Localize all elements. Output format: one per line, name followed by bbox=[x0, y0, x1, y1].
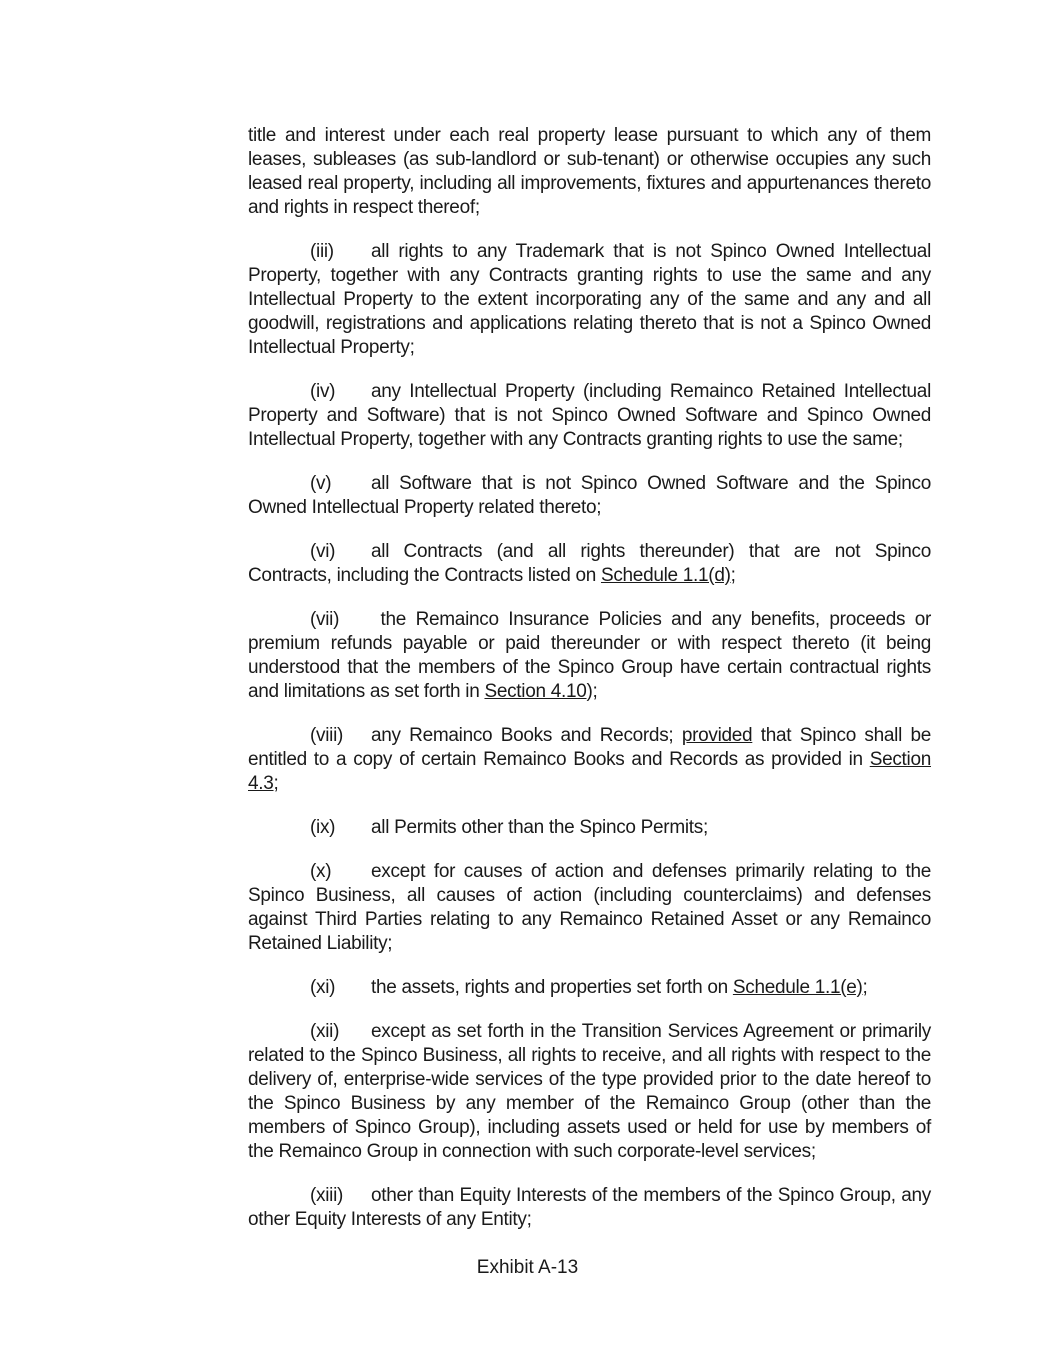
item-number: (iii) bbox=[310, 241, 334, 262]
list-item bbox=[248, 1184, 931, 1232]
item-number: (xiii) bbox=[310, 1185, 344, 1206]
item-number: (ix) bbox=[310, 817, 336, 838]
item-number: (vi) bbox=[310, 541, 336, 562]
paragraph-text: ; bbox=[862, 977, 868, 998]
paragraph-text: title and interest under each real property lease pursuant to which any of them leases, subleases (as sub-landlord or sub-tenant) or otherwise occupies any such leased real property, including all improvements, fixtures and appurtenances thereto and rights in respect thereof; bbox=[248, 125, 931, 218]
paragraph-text: all Contracts (and all rights thereunder) that are not Spinco Contracts, including the Contracts listed on bbox=[248, 541, 931, 586]
paragraph-text: that Spinco shall be entitled to a copy of certain Remainco Books and Records as provided in bbox=[248, 725, 931, 770]
list-item bbox=[248, 380, 931, 452]
paragraph-text: ; bbox=[273, 773, 279, 794]
paragraph-text: any Intellectual Property (including Remainco Retained Intellectual Property and Software) that is not Spinco Owned Software and Spinco Owned Intellectual Property, together with any Contracts granting rights to use the same; bbox=[248, 381, 931, 450]
list-item bbox=[248, 472, 931, 520]
list-item bbox=[248, 1020, 931, 1164]
cross-reference: Schedule 1.1(d) bbox=[600, 565, 731, 586]
document-body bbox=[248, 124, 931, 1252]
cross-reference: provided bbox=[681, 725, 753, 746]
item-number: (vii) bbox=[310, 609, 340, 630]
list-item bbox=[248, 860, 931, 956]
cross-reference: Schedule 1.1(e) bbox=[732, 977, 863, 998]
cross-reference: Section 4.3 bbox=[248, 749, 931, 794]
list-item bbox=[248, 816, 931, 840]
page-footer: Exhibit A-13 bbox=[476, 1257, 579, 1278]
paragraph-text: any Remainco Books and Records; bbox=[371, 725, 682, 746]
list-item bbox=[248, 240, 931, 360]
item-number: (v) bbox=[310, 473, 332, 494]
item-number: (viii) bbox=[310, 725, 344, 746]
paragraph-text: the Remainco Insurance Policies and any benefits, proceeds or premium refunds payable or paid thereunder or with respect thereto (it being understood that the members of the Spinco Group have certain contractual rights and limitations as set forth in bbox=[248, 609, 931, 702]
paragraph-text: all Software that is not Spinco Owned Software and the Spinco Owned Intellectual Property related thereto; bbox=[248, 473, 931, 518]
item-number: (xii) bbox=[310, 1021, 340, 1042]
item-number: (xi) bbox=[310, 977, 336, 998]
item-number: (iv) bbox=[310, 381, 336, 402]
list-item bbox=[248, 608, 931, 704]
paragraph-text: ; bbox=[730, 565, 736, 586]
paragraph-text: all rights to any Trademark that is not Spinco Owned Intellectual Property, together with any Contracts granting rights to use the same and any Intellectual Property to the extent incorporating any of the same and any and all goodwill, registrations and applications relating thereto that is not a Spinco Owned Intellectual Property; bbox=[248, 241, 931, 358]
paragraph-text: ); bbox=[586, 681, 598, 702]
continuation-paragraph bbox=[248, 124, 931, 220]
list-item bbox=[248, 976, 931, 1000]
list-item bbox=[248, 724, 931, 796]
paragraph-text: except for causes of action and defenses primarily relating to the Spinco Business, all causes of action (including counterclaims) and defenses against Third Parties relating to any Remainco Retained Asset or any Remainco Retained Liability; bbox=[248, 861, 931, 954]
cross-reference: Section 4.10 bbox=[484, 681, 587, 702]
item-number: (x) bbox=[310, 861, 332, 882]
list-item bbox=[248, 540, 931, 588]
paragraph-text: except as set forth in the Transition Services Agreement or primarily related to the Spinco Business, all rights to receive, and all rights with respect to the delivery of, enterprise-wide services of the type provided prior to the date hereof to the Spinco Business by any member of the Remainco Group (other than the members of Spinco Group), including assets used or held for use by members of the Remainco Group in connection with such corporate-level services; bbox=[248, 1021, 931, 1162]
paragraph-text: other than Equity Interests of the members of the Spinco Group, any other Equity Interests of any Entity; bbox=[248, 1185, 931, 1230]
paragraph-text: the assets, rights and properties set forth on bbox=[371, 977, 733, 998]
paragraph-text: all Permits other than the Spinco Permits; bbox=[371, 817, 708, 838]
